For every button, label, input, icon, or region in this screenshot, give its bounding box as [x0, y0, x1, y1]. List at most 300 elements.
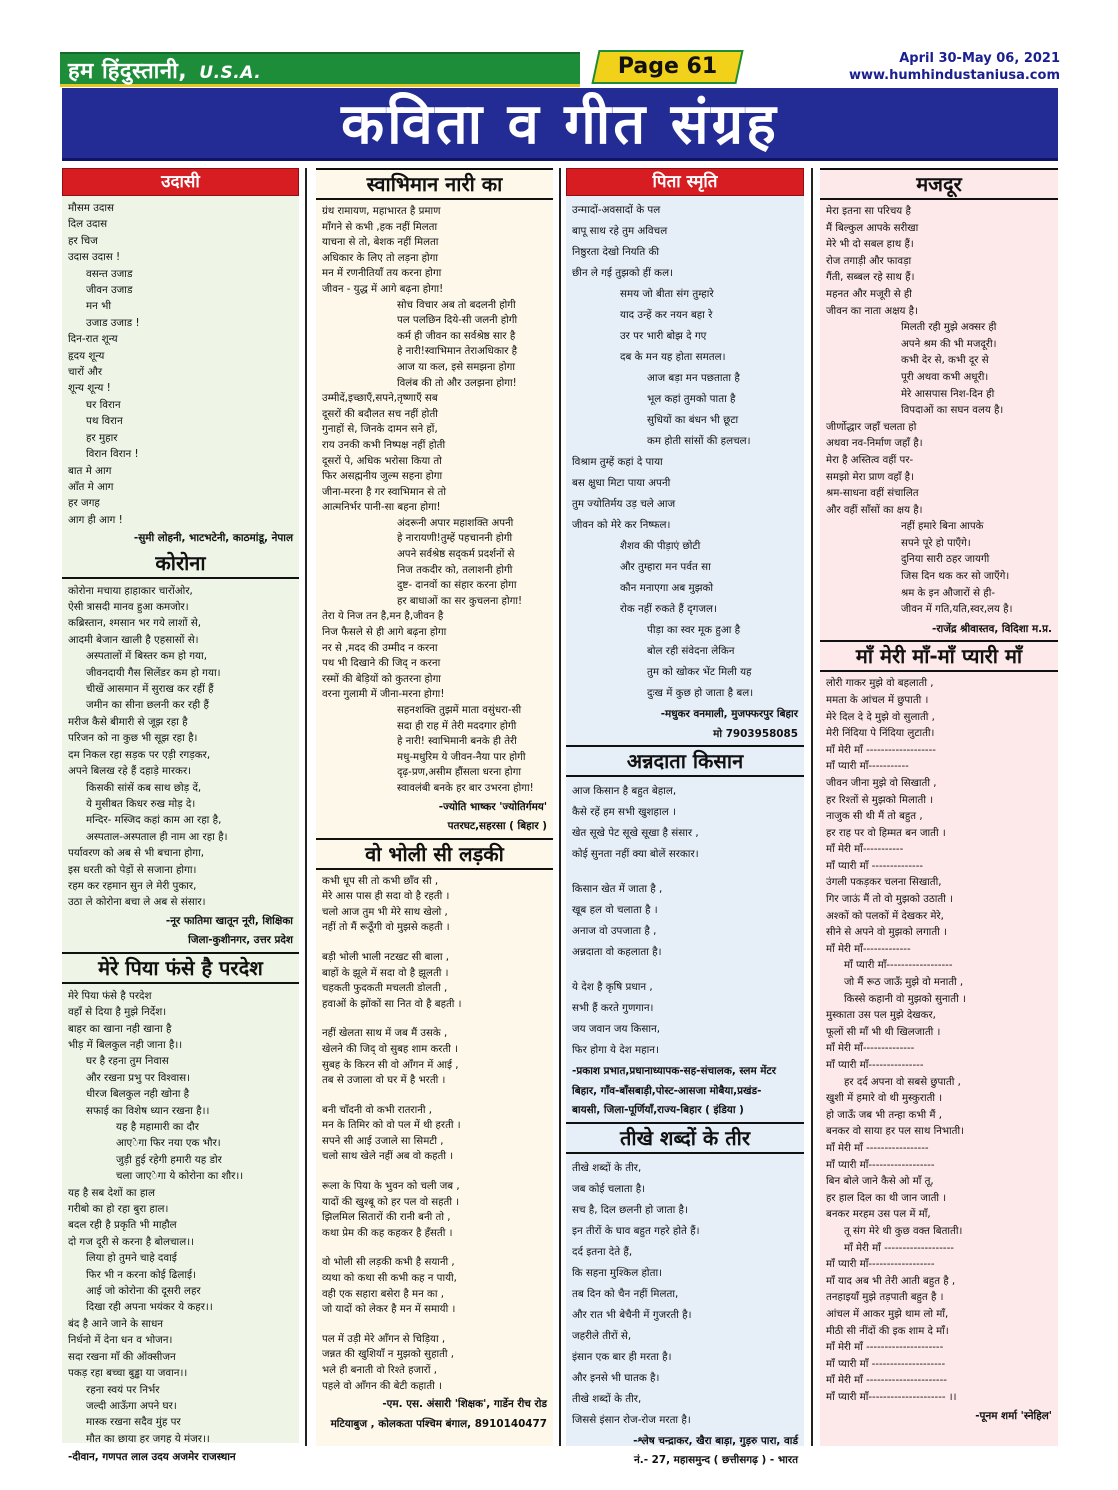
poem-line: मिलती रही मुझे अक्सर ही: [901, 322, 997, 334]
poem-title-udasi: उदासी: [62, 168, 299, 196]
poem-line: तुम ज्योतिर्मय उड़ चले आज: [572, 498, 676, 510]
poem-line: लिया हो तुमने चाहे दवाई: [86, 1252, 177, 1265]
author-line: -प्रकाश प्रभात,प्रधानाध्यापक-सह-संचालक, स्लम मेंटर: [572, 1065, 777, 1077]
poem-line: समय जो बीता संग तुम्हारे: [620, 288, 714, 300]
poem-line: आज किसान है बहुत बेहाल,: [572, 785, 677, 797]
poem-line: सोच विचार अब तो बदलनी होगी: [397, 299, 516, 311]
poem-line: बदल रही है प्रकृति भी माहौल: [68, 1219, 177, 1232]
poem-line: आज या कल, इसे समझना होगा: [397, 361, 515, 373]
poem-line: इन तीरों के घाव बहुत गहरे होते हैं।: [572, 1224, 700, 1237]
author-line: -नूर फातिमा खातून नूरी, शिक्षिका: [165, 914, 293, 927]
poem-line: धीरज बिलकुल नही खोना है: [86, 1088, 190, 1101]
poem-line: घर है रहना तुम निवास: [86, 1055, 169, 1068]
poem-line: जल्दी आऊँगा अपने घर।: [86, 1399, 177, 1412]
poem-line: इस धरती को पेड़ों से सजाना होगा।: [68, 863, 197, 876]
poem-line: दुनिया सारी ठहर जायगी: [901, 554, 990, 566]
poem-line: मधु-मधुरिम ये जीवन-नैया पार होगी: [397, 751, 526, 763]
poem-line: चीखें आसमान में सुराख कर रहीं हैं: [86, 683, 214, 696]
brand-bar: [60, 52, 580, 87]
poem-line: हर मुहार: [86, 431, 118, 444]
poem-line: नाजुक सी थी मैं तो बहुत ,: [826, 811, 923, 823]
poem-line: माँ मेरी माँ-----------: [826, 844, 904, 856]
poem-line: मेरे भी दो सबल हाथ हैं।: [826, 239, 914, 251]
poem-line: याचना से तो, बेशक नहीं मिलता: [322, 237, 439, 249]
poem-line: अस्पताल-अस्पताल ही नाम आ रहा है।: [86, 830, 228, 843]
poem-line: फिर असह्मनीय जुल्म सहना होगा: [322, 471, 443, 483]
poem-line: स्वावलंबी बनके हर बार उभरना होगा!: [397, 782, 534, 794]
poem-line: किस्से कहानी वो मुझको सुनाती ।: [844, 993, 966, 1005]
stanza-break: [322, 1165, 545, 1179]
poem-line: हे नारायणी!तुम्हें पहचाननी होगी: [397, 533, 513, 545]
poem-line: ममता के आंचल में छुपाती ।: [826, 694, 929, 706]
poem-line: वो भोली सी लड़की कभी है सयानी ,: [322, 1257, 455, 1269]
poem-line: सहनशक्ति तुझमें माता वसुंधरा-सी: [397, 705, 522, 716]
page-number-box: [591, 50, 743, 84]
poem-line: वहाँ से दिया है मुझे निर्देश।: [68, 1006, 167, 1019]
poem-line: तब दिन को चैन नहीं मिलता,: [572, 1287, 679, 1300]
poem-line: व्यथा को कथा सी कभी कह न पायी,: [322, 1273, 457, 1285]
poem-maa: [820, 672, 1058, 1408]
poem-line: यादों की खुश्बू को हर पल वो सहती ।: [322, 1196, 460, 1208]
poem-author: [566, 1433, 804, 1472]
poem-line: भूल कहां तुमको पाता है: [647, 393, 736, 405]
poem-line: फिर भी न करना कोई ढिलाई।: [86, 1268, 197, 1281]
poem-line: कोई सुनता नहीं क्या बोलें सरकार।: [572, 848, 699, 860]
poem-line: जीवन को मेरे कर निष्फल।: [572, 519, 671, 531]
column-3: [566, 168, 804, 1466]
poem-line: सुधियों का बंधन भी छूटा: [647, 414, 739, 426]
poem-line: सदा ही राह में तेरी मददगार होगी: [397, 720, 517, 732]
poem-line: सीने से अपने वो मुझको लगाती ।: [826, 927, 947, 939]
poem-line: बड़ी भोली भाली नटखट सी बाला ,: [322, 951, 450, 963]
poem-line: श्रम के इन औजारों से ही-: [901, 587, 996, 599]
poem-line: ये मुसीबत किधर रुख मोड़ दे।: [86, 797, 196, 810]
poem-line: मेरा है अस्तित्व वहीं पर-: [826, 454, 914, 466]
poem-line: दृढ़-प्रण,असीम हौंसला धरना होगा: [397, 767, 521, 779]
poem-line: कि सहना मुश्किल होता।: [572, 1266, 663, 1279]
poem-line: ये देश है कृषि प्रधान ,: [572, 981, 653, 993]
poem-line: दर्द इतना देते हैं,: [572, 1245, 633, 1258]
poem-line: कब्रिस्तान, श्मसान भर गये लाशों से,: [68, 617, 201, 630]
poem-author: -दीवान, गणपत लाल उदय अजमेर राजस्थान: [68, 1451, 236, 1464]
poem-line: बाहों के झूले में सदा वो है झूलती ।: [322, 967, 449, 979]
poem-line: हवाओं के झोंकों सा नित वो है बहती ।: [322, 998, 462, 1010]
poem-line: बाहर का खाना नही खाना है: [68, 1022, 172, 1035]
poem-line: हर जगह: [68, 497, 100, 510]
poem-kisan: [566, 777, 804, 1063]
poem-line: वरना गुलामी में जीना-मरना होगा!: [322, 689, 445, 701]
poem-line: जीवन में गति,यति,स्वर,लय है।: [901, 604, 1013, 616]
poem-line: पथ भी दिखाने की जिद् न करना: [322, 658, 441, 670]
poem-line: किसकी सांसें कब साथ छोड़ दें,: [86, 781, 202, 794]
poem-line: गरीबो का हो रहा बुरा हाल।: [68, 1203, 169, 1216]
author-line: -मधुकर वनमाली, मुजफ्फरपुर बिहार: [660, 708, 798, 720]
poem-title-kisan: अन्नदाता किसान: [566, 745, 804, 777]
poem-line: माँ मेरी माँ ----------------------: [826, 1375, 947, 1387]
poem-line: माँ मेरी माँ-------------: [826, 943, 911, 955]
column-2: [316, 168, 553, 1446]
poem-line: पहले वो आँगन की बेटी कहाती ।: [322, 1380, 442, 1392]
column-4: [820, 168, 1058, 1446]
poem-line: माँ मेरी माँ -----------------: [826, 1142, 929, 1154]
poem-line: निर्धनो में देना धन व भोजन।: [68, 1334, 173, 1347]
brand-usa: U.S.A.: [199, 63, 262, 83]
poem-line: दूसरों पे, अधिक भरोसा किया तो: [322, 455, 442, 467]
poem-line: मन भी: [86, 300, 112, 313]
poem-title-swabhiman: स्वाभिमान नारी का: [316, 168, 553, 200]
poem-line: अपने बिलख रहे हैं दहाड़े मारकर।: [68, 765, 192, 778]
poem-line: जीर्णोद्धार जहाँ चलता हो: [826, 421, 917, 433]
poem-author: [62, 913, 299, 952]
poem-corona: [62, 579, 299, 913]
poem-line: बापू साथ रहे तुम अविचल: [572, 225, 668, 237]
poem-line: सभी हैं करते गुणगान।: [572, 1002, 654, 1014]
poem-line: तब से उजाला वो घर में है भरती ।: [322, 1075, 446, 1087]
poem-line: याद उन्हें कर नयन बहा रे: [620, 309, 713, 321]
poem-line: जीवन का नाता अक्षय है।: [826, 305, 918, 317]
poem-line: दो गज दूरी से करना है बोलचाल।।: [68, 1235, 195, 1248]
poem-line: तीखे शब्दों के तीर,: [572, 1392, 642, 1405]
poem-line: जीवन - युद्ध में आगे बढ़ना होगा!: [322, 283, 444, 295]
poem-line: जब कोई चलाता है।: [572, 1182, 646, 1195]
poem-line: चला जाएेगा ये कोरोना का शौर।।: [116, 1170, 244, 1183]
poem-line: माँ प्यारी माँ------------------: [826, 1259, 935, 1271]
author-line: बायसी, जिला-पूर्णियाँ,राज्य-बिहार ( इंडिया ): [572, 1104, 744, 1116]
poem-line: हर चिज: [68, 234, 98, 247]
poem-line: जय जवान जय किसान,: [572, 1023, 660, 1035]
poem-title-piya: मेरे पिया फंसे है परदेश: [62, 952, 299, 984]
poem-line: कैसे रहें हम सभी खुशहाल ।: [572, 806, 676, 818]
stanza-break: [322, 1089, 545, 1103]
poem-line: फूलों सी माँ भी थी खिलजाती ।: [826, 1026, 941, 1038]
poem-line: अंदरूनी अपार महाशक्ति अपनी: [397, 517, 514, 529]
poem-line: चलो साथ खेले नहीं अब वो कहती ।: [322, 1151, 454, 1163]
poem-line: माँ प्यारी माँ --------------: [826, 860, 924, 872]
poem-line: गैंती, सब्बल रहे साथ हैं।: [826, 272, 915, 284]
poem-line: हो जाऊँ जब भी तन्हा कभी मैं ,: [826, 1109, 942, 1121]
poem-line: उम्मीदें,इच्छाएँ,सपने,तृष्णाएँ सब: [322, 393, 438, 405]
poem-line: जो यादों को लेकर है मन में समायी ।: [322, 1304, 456, 1316]
poem-line: हर हाल दिल का थी जान जाती ।: [826, 1192, 947, 1204]
poem-line: चारों और: [68, 366, 103, 379]
poem-line: नहीं तो मैं रूठूँगी वो मुझसे कहती ।: [322, 922, 450, 934]
poem-line: सपने सी आई उजाले सा सिमटी ,: [322, 1135, 444, 1147]
poem-line: अधिकार के लिए तो लड़ना होगा: [322, 252, 439, 264]
poem-line: यह है महामारी का दौर: [116, 1121, 199, 1133]
poem-line: अनाज वो उपजाता है ,: [572, 925, 657, 937]
poem-line: दुःख में कुछ हो जाता है बल।: [647, 687, 754, 699]
poem-line: लोरी गाकर मुझे वो बहलाती ,: [826, 678, 934, 690]
poem-line: ग्रंथ रामायण, महाभारत है प्रमाण: [322, 206, 441, 217]
poem-author: [316, 1396, 553, 1435]
poem-line: घर विरान: [86, 398, 121, 411]
poem-line: जिस दिन थक कर सो जाएँगे।: [901, 571, 1010, 583]
poem-line: जहरीले तीरों से,: [572, 1329, 632, 1342]
masthead: [60, 50, 1060, 85]
poem-line: आएेगा फिर नया एक भौर।: [116, 1137, 221, 1150]
poem-author: -राजेंद्र श्रीवास्तव, विदिशा म.प्र.: [932, 622, 1052, 635]
poem-line: रहना स्वयं पर निर्भर: [86, 1383, 160, 1396]
poem-line: जीवन उजाड: [86, 284, 133, 297]
poem-line: सपने पूरे हो पाएँगे।: [901, 537, 971, 549]
poem-pita: [566, 196, 804, 706]
poem-title-teer: तीखे शब्दों के तीर: [566, 1122, 804, 1154]
poem-author: -सुमी लोहनी, भाटभटेनी, काठमांडू, नेपाल: [133, 532, 293, 545]
poem-line: अश्कों को पलकों में देखकर मेरे,: [826, 910, 944, 922]
poem-line: माँ याद अब भी तेरी आती बहुत है ,: [826, 1275, 956, 1287]
poem-line: अथवा नव-निर्माण जहाँ है।: [826, 438, 923, 450]
poem-swabhiman: [316, 200, 553, 799]
poem-line: जीवनदायी गैस सिलेंडर कम हो गया।: [86, 666, 221, 679]
poem-line: नहीं हमारे बिना आपके: [901, 521, 984, 533]
poem-line: आज बड़ा मन पछताता है: [647, 372, 740, 384]
poem-line: झिलमिल सितारों की रानी बनी तो ,: [322, 1212, 451, 1224]
poem-line: मेरे आसपास निश-दिन ही: [901, 388, 995, 400]
poem-line: सदा रखना माँ की ऑक्सीजन: [68, 1350, 176, 1363]
poem-line: हे नारी!स्वाभिमान तेराअधिकार है: [397, 346, 518, 358]
author-line: -एम. एस. अंसारी 'शिक्षक', गार्डेन रीच रोड: [382, 1398, 547, 1411]
poem-line: जमीन का सीना छलनी कर रही हैं: [86, 699, 209, 712]
stanza-break: [572, 963, 796, 977]
poem-line: माँ मेरी माँ ---------------------: [826, 1342, 944, 1354]
poem-line: मन्दिर- मस्जिद कहां काम आ रहा है,: [86, 814, 222, 827]
issue-date: April 30-May 06, 2021: [899, 51, 1060, 66]
poem-line: फिर होगा ये देश महान।: [572, 1044, 659, 1056]
poem-line: विलंब की तो और उलझना होगा!: [397, 377, 517, 389]
poem-line: आँत मे आग: [68, 480, 114, 493]
poem-line: मन के तिमिर को वो पल में थी हरती ।: [322, 1120, 461, 1132]
poem-line: जन्नत की खुशियाँ न मुझको सुहाती ,: [322, 1349, 455, 1361]
stanza-break: [322, 1241, 545, 1255]
author-line: बिहार, गाँव-बाँसबाड़ी,पोस्ट-आसजा मोबैया,प्रखंड-: [572, 1084, 762, 1097]
poem-line: और इनसे भी घातक है।: [572, 1371, 660, 1384]
poem-line: हर बाधाओं का सर कुचलना होगा!: [397, 595, 523, 607]
poem-line: अपने श्रम की भी मजदूरी।: [901, 338, 997, 350]
poem-line: पीड़ा का स्वर मूक हुआ है: [647, 624, 741, 636]
poem-line: मास्क रखना सदैव मुंह पर: [86, 1416, 181, 1429]
poem-line: माँ प्यारी माँ-----------: [826, 761, 909, 773]
poem-line: हृदय शून्य: [68, 349, 105, 362]
poem-line: रोज तगाड़ी और फावड़ा: [826, 255, 912, 267]
poem-line: दूसरों की बदौलत सच नहीं होती: [322, 408, 438, 420]
poem-line: बात मे आग: [68, 464, 112, 477]
poem-line: और रात भी बेचैनी में गुजरती है।: [572, 1308, 692, 1321]
poem-line: बनकर वो साया हर पल साथ निभाती।: [826, 1126, 964, 1138]
poem-line: जुड़ी हुई रहेगी हमारी यह डोर: [116, 1153, 222, 1166]
poem-author: -पूनम शर्मा 'स्नेहिल': [975, 1410, 1052, 1423]
poem-line: मौसम उदास: [68, 202, 114, 214]
poem-line: मेरे आस पास ही सदा वो है रहती ।: [322, 891, 450, 903]
poem-line: बनी चाँदनी वो कभी रातरानी ,: [322, 1104, 432, 1116]
poem-udasi: [62, 196, 299, 530]
page-number: Page 61: [617, 54, 718, 79]
author-line: नं.- 27, महासमुन्द ( छत्तीसगढ़ ) - भारत: [634, 1454, 798, 1466]
poem-piya: [62, 984, 299, 1449]
poem-line: माँ प्यारी माँ---------------: [826, 1060, 924, 1071]
column-divider: [559, 168, 561, 1446]
poem-line: माँ प्यारी माँ--------------------- ।।: [826, 1391, 957, 1403]
poem-line: उंगली पकड़कर चलना सिखाती,: [826, 877, 942, 889]
poem-line: समझो मेरा प्राण वहाँ है।: [826, 471, 914, 483]
poem-line: माँ प्यारी माँ --------------------: [826, 1358, 946, 1370]
poem-line: नर से ,मदद की उम्मीद न करना: [322, 642, 438, 654]
poem-line: और तुम्हारा मन पर्वत सा: [620, 561, 711, 573]
poem-line: निज तकदीर को, तलाशनी होगी: [397, 564, 513, 576]
author-line: पतरघट,सहरसा ( बिहार ): [447, 820, 547, 833]
poem-line: राय उनकी कभी निष्पक्ष नहीं होती: [322, 439, 446, 451]
author-line: -ज्योति भाष्कर 'ज्योतिर्गमय': [438, 800, 547, 813]
poem-line: तुम को खोकर भेंट मिली यह: [647, 666, 752, 678]
poem-line: पूरी अथवा कभी अधूरी।: [901, 371, 989, 383]
poem-line: जिससे इंसान रोज-रोज मरता है।: [572, 1413, 691, 1426]
poem-line: तीखे शब्दों के तीर,: [572, 1161, 642, 1174]
website-link[interactable]: www.humhindustaniusa.com: [848, 68, 1060, 83]
poem-line: कभी देर से, कभी दूर से: [901, 355, 989, 367]
poem-line: खुशी में हमारे वो थी मुस्कुराती ।: [826, 1093, 943, 1105]
poem-line: पर्यावरण को अब से भी बचाना होगा,: [68, 847, 205, 860]
brand-name: हम हिंदुस्तानी,: [68, 59, 188, 84]
poem-line: कर्म ही जीवन का सर्वश्रेष्ठ सार है: [397, 330, 516, 342]
poem-line: और वहीं साँसों का क्षय है।: [826, 504, 923, 516]
poem-line: मेरे दिल दे दे मुझे वो सुलाती ,: [826, 711, 935, 723]
poem-line: चलो आज तुम भी मेरे साथ खेलो ,: [322, 906, 448, 918]
poem-line: पल में उड़ी मेरे आँगन से चिड़िया ,: [322, 1333, 446, 1345]
poem-title-pita: पिता स्मृति: [566, 168, 804, 196]
poem-line: मेरे पिया फंसे है परदेश: [68, 989, 152, 1002]
poem-line: खेत सूखे पेट सूखे सूखा है संसार ,: [572, 827, 699, 839]
poem-line: सच है, दिल छलनी हो जाता है।: [572, 1203, 688, 1216]
poem-line: इंसान एक बार ही मरता है।: [572, 1350, 672, 1363]
poem-line: कोरोना मचाया हाहाकार चारोंओर,: [68, 584, 193, 597]
poem-line: आई जो कोरोना की दूसरी लहर: [86, 1285, 201, 1298]
poem-line: बस क्षुधा मिटा पाया अपनी: [572, 477, 671, 489]
poem-line: मीठी सी नींदों की इक शाम दे माँ।: [826, 1325, 949, 1337]
poem-bholi: [316, 870, 553, 1397]
poem-line: उर पर भारी बोझ दे गए: [620, 330, 707, 342]
poem-line: आंचल में आकर मुझे थाम लो माँ,: [826, 1308, 949, 1320]
poem-author: [566, 706, 804, 745]
column-divider: [811, 168, 813, 1446]
poem-line: दिखा रही अपना भयंकर ये कहर।।: [86, 1301, 213, 1314]
poem-line: निज फैसले से ही आगे बढ़ना होगा: [322, 627, 447, 639]
poem-line: माँ मेरी माँ -------------------: [826, 744, 936, 756]
poem-line: दिन-रात शून्य: [68, 333, 118, 346]
poem-line: शैशव की पीड़ाएं छोटी: [620, 540, 701, 552]
poem-line: माँ मेरी माँ--------------: [826, 1043, 915, 1055]
poem-line: श्रम-साधना वहीं संचालित: [826, 488, 919, 500]
poem-line: कौन मनाएगा अब मुझको: [620, 582, 714, 594]
poem-line: रोक नहीं रुकते हैं दृगजल।: [620, 603, 717, 615]
poem-line: माँगने से कभी ,हक नहीं मिलता: [322, 221, 438, 233]
poem-line: उन्मादों-अवसादों के पल: [572, 204, 661, 216]
poem-line: अपने सर्वश्रेष्ठ सद्कर्म प्रदर्शनों से: [397, 549, 515, 561]
stanza-break: [572, 865, 796, 879]
poem-line: खेलने की जिद् वो सुबह शाम करती ।: [322, 1043, 459, 1055]
poem-title-maa: माँ मेरी माँ-माँ प्यारी माँ: [820, 640, 1058, 672]
dateline: [849, 50, 1060, 84]
section-title: कविता व गीत संग्रह: [341, 91, 779, 157]
poem-line: हर दर्द अपना वो सबसे छुपाती ,: [844, 1076, 961, 1088]
poem-line: सफाई का विशेष ध्यान रखना है।।: [86, 1104, 210, 1117]
poem-teer: [566, 1154, 804, 1433]
poem-author: [566, 1063, 804, 1122]
poem-line: माँ मेरी माँ -------------------: [844, 1242, 954, 1254]
poem-line: अस्पतालों में बिस्तर कम हो गया,: [86, 650, 207, 663]
poem-line: तेरा ये निज तन है,मन है,जीवन है: [322, 611, 444, 623]
poem-line: हर राह पर वो हिम्मत बन जाती ।: [826, 827, 946, 839]
poem-line: विरान विरान !: [86, 448, 139, 461]
poem-line: तू संग मेरे थी कुछ वक्त बिताती।: [844, 1225, 963, 1237]
poem-line: कथा प्रेम की कह कहकर है हँसती ।: [322, 1227, 453, 1239]
poem-line: तनहाइयाँ मुझे तड़पाती बहुत है ।: [826, 1292, 944, 1304]
author-line: -श्लेष चन्द्राकर, खैरा बाड़ा, गुड़रु पारा, वार्ड: [633, 1434, 798, 1447]
poem-line: रूला के पिया के भुवन को चली जब ,: [322, 1181, 460, 1193]
poem-line: बंद है आने जाने के साधन: [68, 1317, 164, 1330]
poem-line: शून्य शून्य !: [68, 382, 111, 395]
poem-line: मैं बिल्कुल आपके सरीखा: [826, 222, 919, 234]
author-line: जिला-कुशीनगर, उत्तर प्रदेश: [188, 934, 293, 947]
poem-line: माँ प्यारी माँ------------------: [844, 960, 953, 972]
poem-line: माँ प्यारी माँ------------------: [826, 1159, 935, 1171]
poem-line: उठा ले कोरोना बचा ले अब से संसार।: [68, 896, 206, 909]
brand-logo: [68, 55, 261, 85]
poem-line: आग ही आग !: [68, 513, 123, 526]
poem-line: सुबह के किरन सी वो आँगन में आई ,: [322, 1059, 459, 1071]
poem-line: पल पलछिन दिये-सी जलनी होगी: [397, 315, 518, 327]
poem-line: गुनाहों से, जिनके दामन सने हों,: [322, 424, 438, 436]
poem-line: गिर जाऊं मैं तो वो मुझको उठाती ।: [826, 894, 953, 906]
stanza-break: [322, 1318, 545, 1332]
poem-line: बोल रही संवेदना लेकिन: [647, 645, 735, 657]
column-1: [62, 168, 299, 1464]
poem-author: [316, 799, 553, 838]
poem-line: मेरा इतना सा परिचय है: [826, 206, 911, 217]
poem-line: उदास उदास !: [68, 251, 121, 264]
poem-line: विश्राम तुम्हें कहां दे पाया: [572, 456, 663, 468]
poem-line: मौत का छाया हर जगह ये मंजर।।: [86, 1432, 210, 1445]
poem-line: रहम कर रहमान सुन ले मेरी पुकार,: [68, 879, 197, 892]
poem-line: उजाड उजाड !: [86, 316, 140, 329]
poem-line: चहकती फुदकती मचलती डोलती ,: [322, 983, 448, 995]
author-line: मो 7903958085: [713, 727, 798, 740]
poem-line: नहीं खेलता साथ में जब मैं उसके ,: [322, 1028, 448, 1040]
poem-line: खूब हल वो चलाता है ।: [572, 904, 658, 916]
poem-line: और रखना प्रभु पर विश्वास।: [86, 1071, 191, 1084]
poem-line: परिजन को ना कुछ भी सूझ रहा है।: [68, 732, 198, 745]
poem-title-majdoor: मजदूर: [820, 168, 1058, 200]
poem-line: दम निकल रहा सड़क पर एड़ी रगड़कर,: [68, 748, 211, 761]
poem-line: भले ही बनाती वो रिश्ते हजारों ,: [322, 1365, 437, 1376]
poem-line: ऐसी त्रासदी मानव हुआ कमजोर।: [68, 601, 189, 614]
stanza-break: [322, 1012, 545, 1026]
poem-title-bholi: वो भोली सी लड़की: [316, 838, 553, 870]
poem-line: रस्मों की बेड़ियों को कुतरना होगा: [322, 673, 441, 685]
poem-line: मन में रणनीतियाँ तय करना होगा: [322, 268, 442, 280]
poem-line: जीवन जीना मुझे वो सिखाती ,: [826, 777, 937, 789]
poem-line: निष्ठुरता देखो नियति की: [572, 246, 660, 258]
poem-line: कम होती सांसों की हलचल।: [647, 435, 751, 447]
stanza-break: [322, 936, 545, 950]
poem-title-corona: कोरोना: [62, 550, 299, 579]
poem-line: विपदाओं का सघन वलय है।: [901, 405, 1004, 417]
column-divider: [305, 168, 307, 1446]
poem-line: छीन ले गई तुझको हीं कल।: [572, 267, 673, 279]
author-line: मटियाबुज , कोलकता पश्चिम बंगाल, 8910140477: [330, 1417, 547, 1430]
poem-line: मरीज कैसे बीमारी से जूझ रहा है: [68, 715, 188, 728]
poem-line: अन्नदाता वो कहलाता है।: [572, 946, 662, 958]
poem-majdoor: [820, 200, 1058, 621]
poem-line: दुष्ट- दानवों का संहार करना होगा: [397, 580, 517, 592]
